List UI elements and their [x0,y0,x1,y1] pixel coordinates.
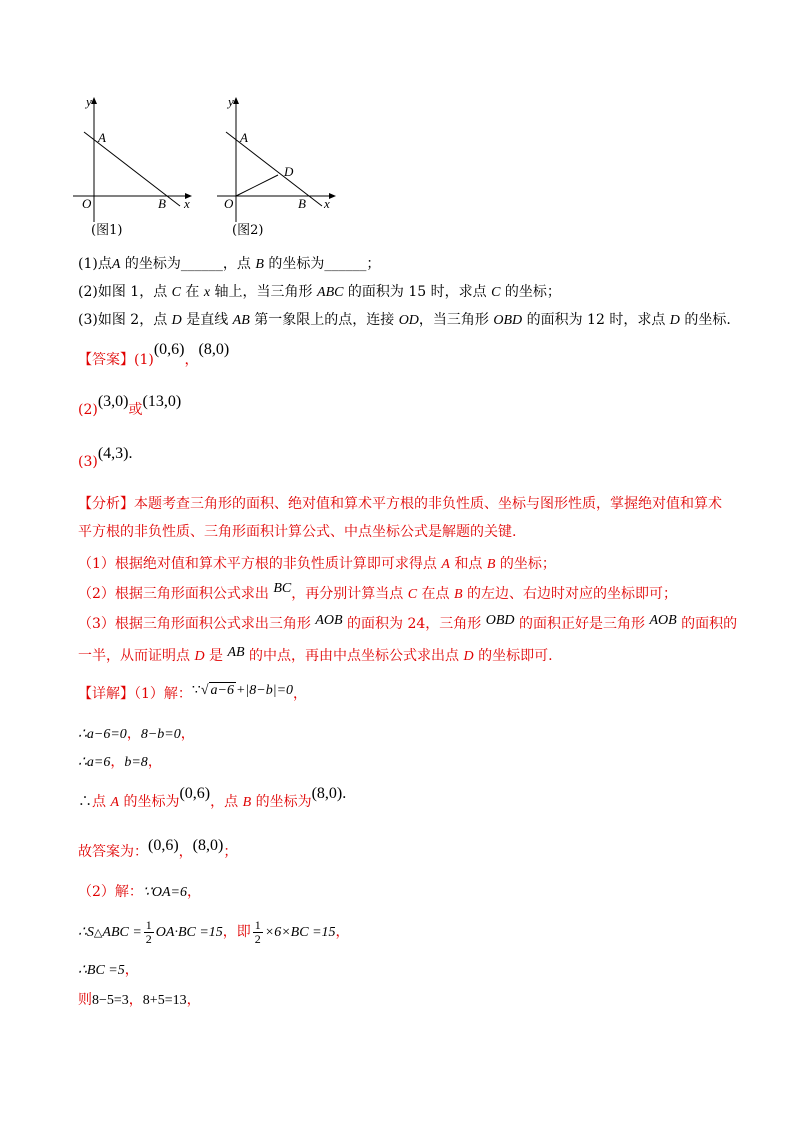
label-o: O [224,196,234,211]
analysis-tag: 【分析】 [78,496,134,512]
analysis-line-2: 平方根的非负性质、三角形面积计算公式、中点坐标公式是解题的关键. [78,524,517,540]
segment-od [236,175,278,196]
analysis-line-4: （2）根据三角形面积公式求出 BC，再分别计算当点 C 在点 B 的左边、右边时对应的坐标即可； [78,581,677,602]
answer-line-2: (2)(3,0)或(13,0) [78,393,182,418]
detail-line-6: （2）解：∵OA=6， [78,884,201,900]
x-axis-arrow [329,193,336,199]
label-y: y [86,94,92,109]
detail-line-8: ∴BC =5， [78,962,139,978]
label-y: y [228,94,234,109]
figure-caption: (图2) [232,223,264,238]
analysis-line-3: （1）根据绝对值和算术平方根的非负性质计算即可求得点 A 和点 B 的坐标； [78,556,556,572]
y-axis-arrow [91,97,97,104]
detail-tag: 【详解】 [78,686,134,702]
label-d: D [284,164,294,179]
fraction-half: $\frac{1}{2}$ [254,917,261,946]
detail-line-3: ∴a=6，b=8， [78,754,162,770]
detail-line-4: ∴点 A 的坐标为(0,6)，点 B 的坐标为(8,0). [78,785,347,810]
detail-line-9: 则8−5=3，8+5=13， [78,992,201,1008]
question-2: (2)如图 1，点 C 在 x 轴上，当三角形 ABC 的面积为 15 时，求点 C 的坐标； [78,284,561,300]
detail-line-5: 故答案为：(0,6)，(8,0)； [78,837,238,860]
y-axis-arrow [233,97,239,104]
label-b: B [298,196,306,211]
question-3: (3)如图 2，点 D 是直线 AB 第一象限上的点，连接 OD，当三角形 OBD 的面积为 12 时，求点 D 的坐标. [78,312,731,328]
detail-line-7: ∴S△ABC = $\frac{1}{2}$ OA·BC =15，即 $\frac{1}{2}$ ×6×BC =15， [78,917,350,946]
analysis-line-5: （3）根据三角形面积公式求出三角形 AOB 的面积为 24，三角形 OBD 的面积正好是三角形 AOB 的面积的 [78,613,738,632]
figure-1 [68,92,198,242]
label-b: B [158,196,166,211]
answer-line-1: 【答案】(1)(0,6)，(8,0) [78,341,230,368]
answer-line-3: (3)(4,3). [78,445,133,470]
question-1: (1)点A 的坐标为______，点 B 的坐标为______； [78,256,381,272]
label-a: A [240,130,248,145]
figure-2 [212,92,342,242]
label-x: x [324,196,330,211]
analysis-line-1: 【分析】本题考查三角形的面积、绝对值和算术平方根的非负性质、坐标与图形性质，掌握绝对值和算术 [78,496,722,512]
detail-line-2: ∴a−6=0，8−b=0， [78,726,195,742]
analysis-line-6: 一半，从而证明点 D 是 AB 的中点，再由中点坐标公式求出点 D 的坐标即可. [78,645,553,664]
detail-line-1: 【详解】（1）解：∵√ a−6 +|8−b|=0， [78,683,308,702]
label-o: O [82,196,92,211]
answer-tag: 【答案】 [78,352,134,368]
label-a: A [98,130,106,145]
label-x: x [184,196,190,211]
fraction-half: $\frac{1}{2}$ [145,917,152,946]
figure-caption: (图1) [91,223,123,238]
